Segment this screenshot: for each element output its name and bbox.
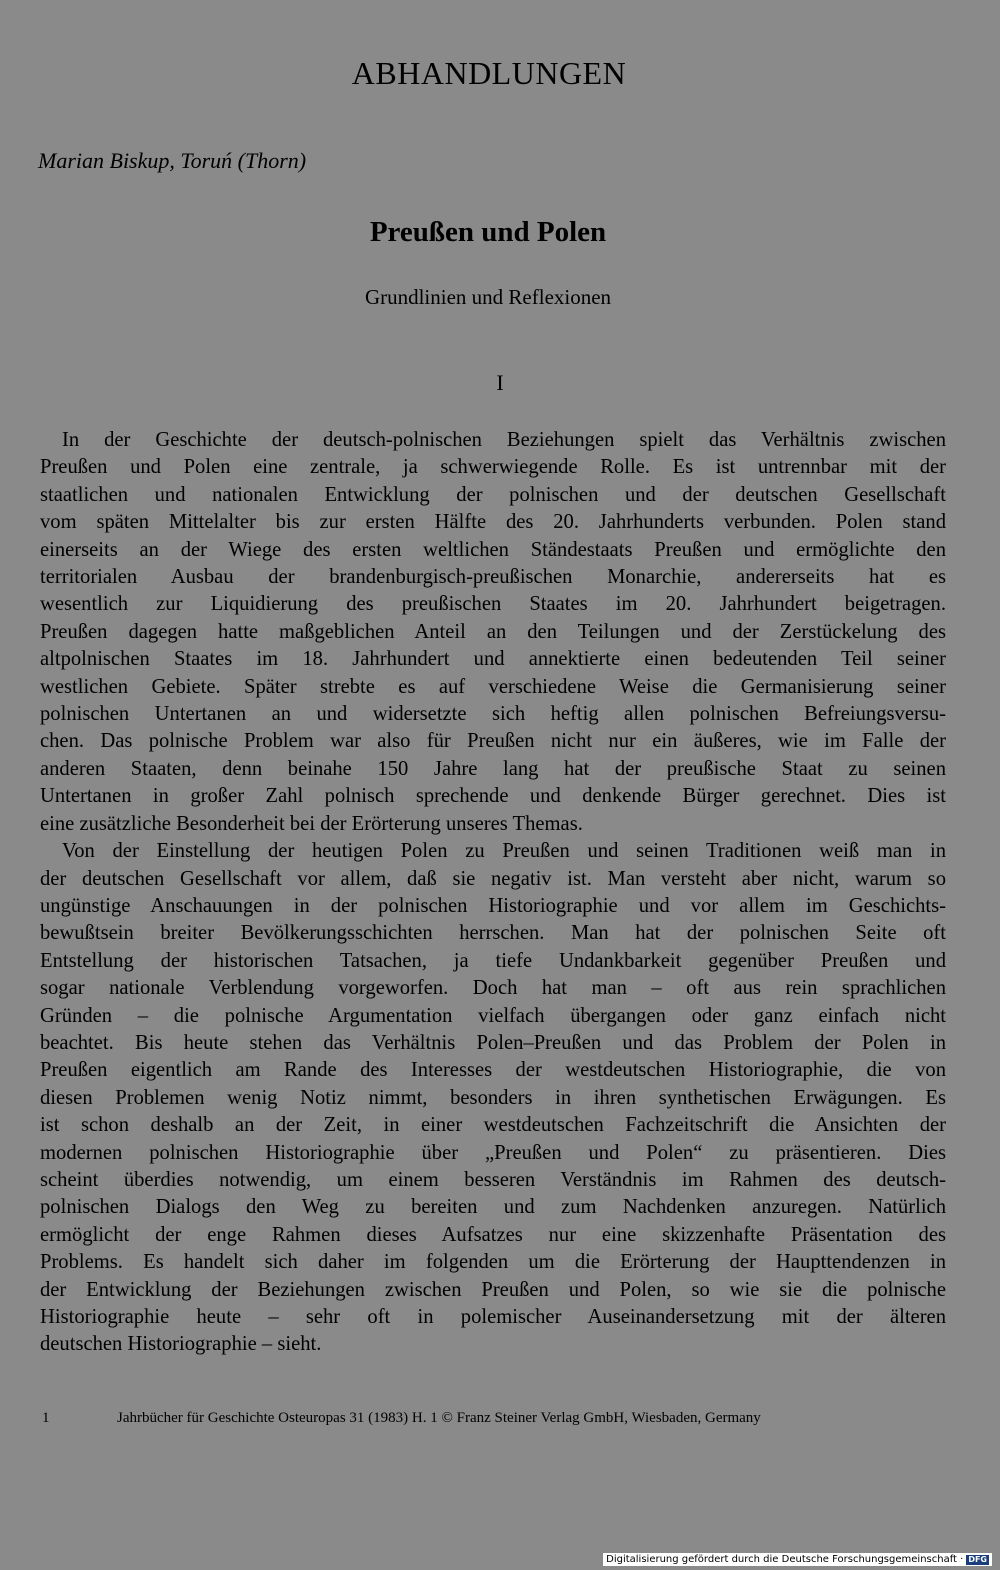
text-line: ist schon deshalb an der Zeit, in einer westdeutschen Fachzeitschrift die Ansichten der <box>40 1114 946 1137</box>
digitization-credit <box>603 1553 992 1566</box>
text-line: Entstellung der historischen Tatsachen, ja tiefe Undankbarkeit gegenüber Preußen und <box>40 949 946 972</box>
text-line: Historiographie heute – sehr oft in polemischer Auseinandersetzung mit der älteren <box>40 1306 946 1328</box>
text-line: Von der Einstellung der heutigen Polen zu Preußen und seinen Traditionen weiß man in <box>62 840 946 863</box>
credit-text: Digitalisierung gefördert durch die Deutsche Forschungsgemeinschaft · <box>606 1554 964 1565</box>
text-line: polnischen Untertanen an und widersetzte sich heftig allen polnischen Befreiungsversu- <box>40 703 946 726</box>
text-line: altpolnischen Staates im 18. Jahrhundert und annektierte einen bedeutenden Teil seiner <box>40 648 946 671</box>
text-line: modernen polnischen Historiographie über „Preußen und Polen“ zu präsentieren. Dies <box>40 1141 946 1164</box>
text-line: eine zusätzliche Besonderheit bei der Erörterung unseres Themas. <box>40 812 583 835</box>
text-line: Gründen – die polnische Argumentation vielfach übergangen oder ganz einfach nicht <box>40 1004 946 1027</box>
text-line: der Entwicklung der Beziehungen zwischen Preußen und Polen, so wie sie die polnische <box>40 1278 946 1301</box>
section-heading: ABHANDLUNGEN <box>351 55 627 91</box>
text-line: Preußen dagegen hatte maßgeblichen Anteil an den Teilungen und der Zerstückelung des <box>40 620 946 643</box>
text-line: diesen Problemen wenig Notiz nimmt, besonders in ihren synthetischen Erwägungen. Es <box>40 1086 946 1109</box>
text-line: polnischen Dialogs den Weg zu bereiten und zum Nachdenken anzuregen. Natürlich <box>40 1196 946 1219</box>
text-line: territorialen Ausbau der brandenburgisch-preußischen Monarchie, andererseits hat es <box>40 566 946 589</box>
text-line: vom späten Mittelalter bis zur ersten Hälfte des 20. Jahrhunderts verbunden. Polen stand <box>40 511 946 534</box>
text-line: Preußen und Polen eine zentrale, ja schwerwiegende Rolle. Es ist untrennbar mit der <box>40 456 946 479</box>
text-line: wesentlich zur Liquidierung des preußischen Staates im 20. Jahrhundert beigetragen. <box>40 593 946 616</box>
article-subtitle: Grundlinien und Reflexionen <box>364 285 612 309</box>
author-line: Marian Biskup, Toruń (Thorn) <box>38 148 307 173</box>
text-line: Preußen eigentlich am Rande des Interesses der westdeutschen Historiographie, die von <box>40 1059 946 1082</box>
text-line: anderen Staaten, denn beinahe 150 Jahre lang hat der preußische Staat zu seinen <box>40 757 946 780</box>
text-line: Untertanen in großer Zahl polnisch sprechende und denkende Bürger gerechnet. Dies ist <box>40 785 946 808</box>
page-number: 1 <box>42 1410 50 1426</box>
text-line: Problems. Es handelt sich daher im folgenden um die Erörterung der Haupttendenzen in <box>40 1251 946 1274</box>
article-body <box>40 427 946 1359</box>
text-line: der deutschen Gesellschaft vor allem, daß sie negativ ist. Man versteht aber nicht, warum so <box>40 867 946 890</box>
text-line: ungünstige Anschauungen in der polnischen Historiographie und vor allem im Geschichts- <box>40 894 946 917</box>
text-line: einerseits an der Wiege des ersten weltlichen Ständestaats Preußen und ermöglichte den <box>40 538 946 561</box>
text-line: deutschen Historiographie – sieht. <box>40 1333 322 1356</box>
text-line: In der Geschichte der deutsch-polnischen Beziehungen spielt das Verhältnis zwischen <box>62 429 946 451</box>
section-number: I <box>496 370 504 395</box>
article-title: Preußen und Polen <box>369 216 607 248</box>
text-line: chen. Das polnische Problem war also für Preußen nicht nur ein äußeres, wie im Falle der <box>40 730 946 753</box>
text-line: westlichen Gebiete. Später strebte es auf verschiedene Weise die Germanisierung seiner <box>40 675 946 698</box>
text-line: scheint überdies notwendig, um einem besseren Verständnis im Rahmen des deutsch- <box>40 1168 946 1191</box>
text-line: staatlichen und nationalen Entwicklung der polnischen und der deutschen Gesellschaft <box>40 483 946 506</box>
text-line: ermöglicht der enge Rahmen dieses Aufsatzes nur eine skizzenhafte Präsentation des <box>40 1223 946 1246</box>
text-line: bewußtsein breiter Bevölkerungsschichten herrschen. Man hat der polnischen Seite oft <box>40 922 946 945</box>
text-line: sogar nationale Verblendung vorgeworfen. Doch hat man – oft aus rein sprachlichen <box>40 977 946 1000</box>
text-line: beachtet. Bis heute stehen das Verhältnis Polen–Preußen und das Problem der Polen in <box>40 1031 946 1054</box>
journal-citation: Jahrbücher für Geschichte Osteuropas 31 (1983) H. 1 © Franz Steiner Verlag GmbH, Wiesbaden, Germany <box>117 1410 761 1426</box>
dfg-logo-icon: DFG <box>968 1554 987 1564</box>
